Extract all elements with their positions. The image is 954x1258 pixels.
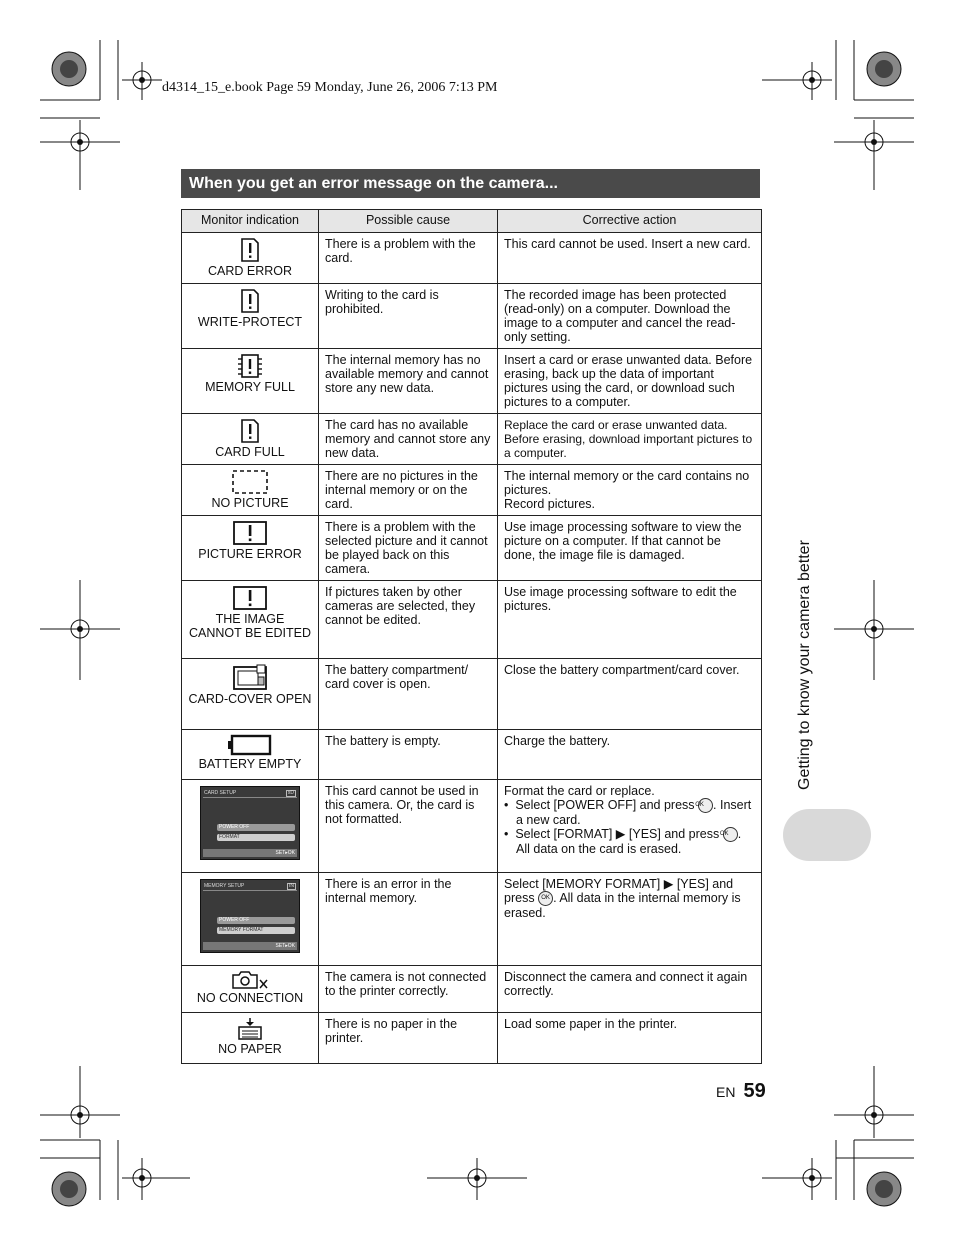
action-text: Select [MEMORY FORMAT] ▶ [YES] and press (504, 877, 734, 905)
card-error-icon (240, 237, 260, 263)
monitor-label: NO PICTURE (211, 496, 289, 510)
cause-cell: There is no paper in the printer. (319, 1013, 498, 1064)
table-row (182, 516, 762, 581)
action-cell: Load some paper in the printer. (498, 1013, 762, 1064)
cause-cell: The card has no available memory and cannot store any new data. (319, 414, 498, 465)
monitor-label: NO CONNECTION (196, 991, 304, 1005)
monitor-label: PICTURE ERROR (198, 547, 302, 561)
action-cell: Insert a card or erase unwanted data. Before erasing, back up the data of important pictures using the card, or download such pictures to a computer. (498, 349, 762, 414)
column-header: Monitor indication (182, 210, 319, 233)
no-paper-icon (236, 1017, 264, 1041)
action-text: . All data in the internal memory is erased. (504, 891, 741, 921)
cause-cell: The battery compartment/ card cover is open. (319, 659, 498, 730)
column-header: Possible cause (319, 210, 498, 233)
action-cell: The recorded image has been protected (read-only) on a computer. Download the image to a computer and cancel the read-only setting. (498, 284, 762, 349)
table-row (182, 1013, 762, 1064)
cause-cell: The camera is not connected to the printer correctly. (319, 966, 498, 1013)
monitor-label: CARD-COVER OPEN (188, 692, 312, 706)
cause-cell: There is an error in the internal memory. (319, 873, 498, 966)
battery-empty-icon (227, 734, 273, 756)
card-setup-screen (200, 786, 300, 860)
card-cover-open-icon (232, 663, 268, 691)
menu-option-power-off: POWER OFF (217, 824, 295, 831)
table-row (182, 730, 762, 780)
error-message-table (181, 209, 762, 1064)
menu-option-memory-format: MEMORY FORMAT (217, 927, 295, 934)
action-cell: Use image processing software to edit the pictures. (498, 581, 762, 659)
table-row (182, 581, 762, 659)
picture-error-icon (232, 520, 268, 546)
print-info-line: d4314_15_e.book Page 59 Monday, June 26, 2006 7:13 PM (162, 80, 498, 95)
screen-title: MEMORY SETUP (204, 883, 245, 889)
action-text: Record pictures. (504, 497, 596, 511)
screen-footer: SET▸OK (275, 850, 295, 856)
action-text: Format the card or replace. (504, 784, 655, 798)
table-row (182, 966, 762, 1013)
action-cell: Charge the battery. (498, 730, 762, 780)
chapter-side-label: Getting to know your camera better (796, 540, 813, 790)
monitor-label: CARD FULL (215, 445, 285, 459)
table-row (182, 873, 762, 966)
cause-cell: The internal memory has no available memory and cannot store any new data. (319, 349, 498, 414)
monitor-label: CARD ERROR (207, 264, 293, 278)
screen-title: CARD SETUP (204, 790, 237, 796)
table-row (182, 414, 762, 465)
action-cell: Use image processing software to view the picture on a computer. If that cannot be done, the image file is damaged. (498, 516, 762, 581)
cause-cell: The battery is empty. (319, 730, 498, 780)
cause-cell: This card cannot be used in this camera. Or, the card is not formatted. (319, 780, 498, 873)
monitor-label: NO PAPER (218, 1042, 282, 1056)
cause-cell: There is a problem with the card. (319, 233, 498, 284)
no-picture-icon (231, 469, 269, 495)
action-cell: This card cannot be used. Insert a new card. (498, 233, 762, 284)
action-cell: Disconnect the camera and connect it again correctly. (498, 966, 762, 1013)
action-text: The internal memory or the card contains no pictures. (504, 469, 750, 497)
action-cell: Close the battery compartment/card cover. (498, 659, 762, 730)
memory-setup-screen (200, 879, 300, 953)
list-item: • Select [POWER OFF] and press OK . Insert a new card. (504, 798, 752, 828)
table-header-row (182, 210, 762, 233)
ok-button-icon: OK (698, 798, 713, 813)
list-item: • Select [FORMAT] ▶ [YES] and press OK . All data on the card is erased. (504, 827, 742, 857)
memory-full-icon (236, 353, 264, 379)
page-number-value: 59 (743, 1080, 766, 1102)
menu-option-power-off: POWER OFF (217, 917, 295, 924)
cause-cell: If pictures taken by other cameras are selected, they cannot be edited. (319, 581, 498, 659)
monitor-label: MEMORY FULL (205, 380, 295, 394)
table-row (182, 349, 762, 414)
cause-cell: Writing to the card is prohibited. (319, 284, 498, 349)
table-row (182, 284, 762, 349)
card-badge: xD (287, 790, 294, 796)
cause-cell: There is a problem with the selected picture and it cannot be played back on this camera. (319, 516, 498, 581)
chapter-tab (783, 809, 871, 861)
section-title: When you get an error message on the camera... (181, 169, 760, 198)
memory-badge: IN (289, 883, 294, 889)
table-row (182, 465, 762, 516)
cause-cell: There are no pictures in the internal memory or on the card. (319, 465, 498, 516)
ok-button-icon: OK (538, 891, 553, 906)
column-header: Corrective action (498, 210, 762, 233)
card-full-icon (240, 418, 260, 444)
monitor-label: THE IMAGE CANNOT BE EDITED (188, 612, 311, 640)
monitor-label: BATTERY EMPTY (198, 757, 302, 771)
write-protect-icon (240, 288, 260, 314)
ok-button-icon: OK (723, 827, 738, 842)
action-cell: Replace the card or erase unwanted data. Before erasing, download important pictures to a computer. (498, 414, 762, 465)
no-connection-icon (230, 970, 270, 990)
image-cannot-edit-icon (232, 585, 268, 611)
table-row (182, 780, 762, 873)
menu-option-format: FORMAT (217, 834, 295, 841)
table-row (182, 659, 762, 730)
language-label: EN (716, 1084, 736, 1100)
table-row (182, 233, 762, 284)
monitor-label: WRITE-PROTECT (197, 315, 303, 329)
page-number (716, 1080, 766, 1103)
screen-footer: SET▸OK (275, 943, 295, 949)
